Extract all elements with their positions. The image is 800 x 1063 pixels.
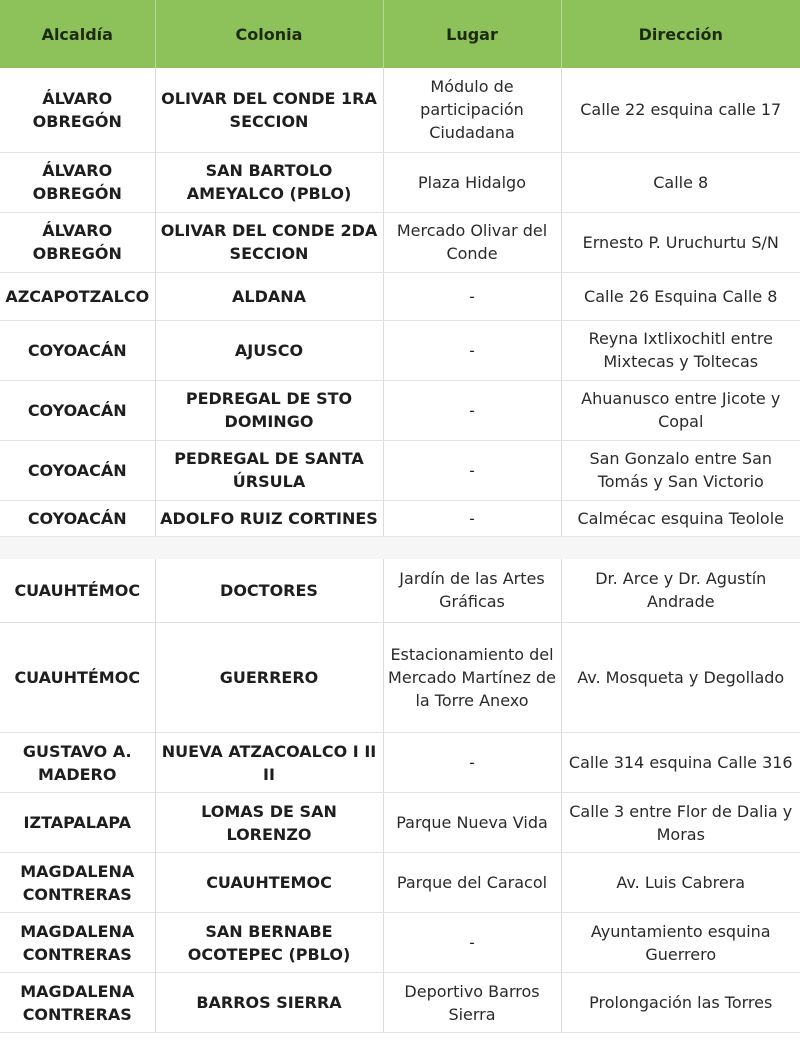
cell-direccion: Reyna Ixtlixochitl entre Mixtecas y Toltecas <box>561 320 800 380</box>
table-row <box>0 440 800 500</box>
cell-direccion: Ayuntamiento esquina Guerrero <box>561 913 800 973</box>
cell-direccion: Dr. Arce y Dr. Agustín Andrade <box>561 559 800 623</box>
cell-lugar: Jardín de las Artes Gráficas <box>383 559 561 623</box>
cell-lugar: Deportivo Barros Sierra <box>383 973 561 1033</box>
cell-lugar: - <box>383 733 561 793</box>
cell-direccion: Calle 8 <box>561 152 800 212</box>
gap-cell <box>0 536 800 559</box>
cell-lugar: Estacionamiento del Mercado Martínez de la Torre Anexo <box>383 623 561 733</box>
table-row <box>0 500 800 536</box>
table-row <box>0 913 800 973</box>
cell-colonia: GUERRERO <box>155 623 383 733</box>
cell-colonia: SAN BARTOLO AMEYALCO (PBLO) <box>155 152 383 212</box>
cell-direccion: Calle 3 entre Flor de Dalia y Moras <box>561 793 800 853</box>
header-direccion: Dirección <box>561 0 800 68</box>
table-row <box>0 623 800 733</box>
cell-direccion: Calle 26 Esquina Calle 8 <box>561 272 800 320</box>
cell-direccion: Calle 314 esquina Calle 316 <box>561 733 800 793</box>
cell-direccion: Ahuanusco entre Jicote y Copal <box>561 380 800 440</box>
cell-lugar: - <box>383 500 561 536</box>
cell-direccion: San Gonzalo entre San Tomás y San Victorio <box>561 440 800 500</box>
table-body <box>0 68 800 1033</box>
cell-colonia: SAN BERNABE OCOTEPEC (PBLO) <box>155 913 383 973</box>
table-row <box>0 853 800 913</box>
cell-alcaldia: MAGDALENA CONTRERAS <box>0 853 155 913</box>
cell-alcaldia: COYOACÁN <box>0 380 155 440</box>
cell-colonia: ALDANA <box>155 272 383 320</box>
cell-alcaldia: IZTAPALAPA <box>0 793 155 853</box>
cell-colonia: AJUSCO <box>155 320 383 380</box>
cell-lugar: - <box>383 440 561 500</box>
header-alcaldia: Alcaldía <box>0 0 155 68</box>
cell-lugar: - <box>383 272 561 320</box>
cell-colonia: NUEVA ATZACOALCO I II II <box>155 733 383 793</box>
cell-alcaldia: AZCAPOTZALCO <box>0 272 155 320</box>
cell-alcaldia: GUSTAVO A. MADERO <box>0 733 155 793</box>
table-row <box>0 68 800 152</box>
table-row <box>0 152 800 212</box>
cell-direccion: Ernesto P. Uruchurtu S/N <box>561 212 800 272</box>
cell-alcaldia: ÁLVARO OBREGÓN <box>0 212 155 272</box>
table-row <box>0 793 800 853</box>
cell-lugar: - <box>383 913 561 973</box>
table-row <box>0 320 800 380</box>
cell-alcaldia: ÁLVARO OBREGÓN <box>0 152 155 212</box>
table-row <box>0 733 800 793</box>
section-gap <box>0 536 800 559</box>
table-row <box>0 212 800 272</box>
cell-alcaldia: MAGDALENA CONTRERAS <box>0 913 155 973</box>
table-row <box>0 380 800 440</box>
cell-alcaldia: MAGDALENA CONTRERAS <box>0 973 155 1033</box>
table-row <box>0 559 800 623</box>
cell-lugar: Parque del Caracol <box>383 853 561 913</box>
table-header <box>0 0 800 68</box>
cell-colonia: ADOLFO RUIZ CORTINES <box>155 500 383 536</box>
cell-lugar: - <box>383 380 561 440</box>
table-row <box>0 973 800 1033</box>
cell-lugar: Plaza Hidalgo <box>383 152 561 212</box>
cell-colonia: LOMAS DE SAN LORENZO <box>155 793 383 853</box>
cell-colonia: PEDREGAL DE SANTA ÚRSULA <box>155 440 383 500</box>
cell-colonia: PEDREGAL DE STO DOMINGO <box>155 380 383 440</box>
cell-direccion: Av. Mosqueta y Degollado <box>561 623 800 733</box>
cell-direccion: Prolongación las Torres <box>561 973 800 1033</box>
cell-direccion: Calmécac esquina Teolole <box>561 500 800 536</box>
cell-colonia: OLIVAR DEL CONDE 1RA SECCION <box>155 68 383 152</box>
cell-alcaldia: ÁLVARO OBREGÓN <box>0 68 155 152</box>
cell-lugar: Mercado Olivar del Conde <box>383 212 561 272</box>
cell-alcaldia: COYOACÁN <box>0 500 155 536</box>
cell-colonia: DOCTORES <box>155 559 383 623</box>
cell-colonia: CUAUHTEMOC <box>155 853 383 913</box>
cell-alcaldia: CUAUHTÉMOC <box>0 559 155 623</box>
cell-alcaldia: COYOACÁN <box>0 320 155 380</box>
cell-lugar: Parque Nueva Vida <box>383 793 561 853</box>
cell-colonia: OLIVAR DEL CONDE 2DA SECCION <box>155 212 383 272</box>
cell-alcaldia: CUAUHTÉMOC <box>0 623 155 733</box>
cell-direccion: Av. Luis Cabrera <box>561 853 800 913</box>
cell-lugar: Módulo de participación Ciudadana <box>383 68 561 152</box>
table-row <box>0 272 800 320</box>
cell-colonia: BARROS SIERRA <box>155 973 383 1033</box>
cell-alcaldia: COYOACÁN <box>0 440 155 500</box>
header-colonia: Colonia <box>155 0 383 68</box>
cell-lugar: - <box>383 320 561 380</box>
cell-direccion: Calle 22 esquina calle 17 <box>561 68 800 152</box>
header-lugar: Lugar <box>383 0 561 68</box>
